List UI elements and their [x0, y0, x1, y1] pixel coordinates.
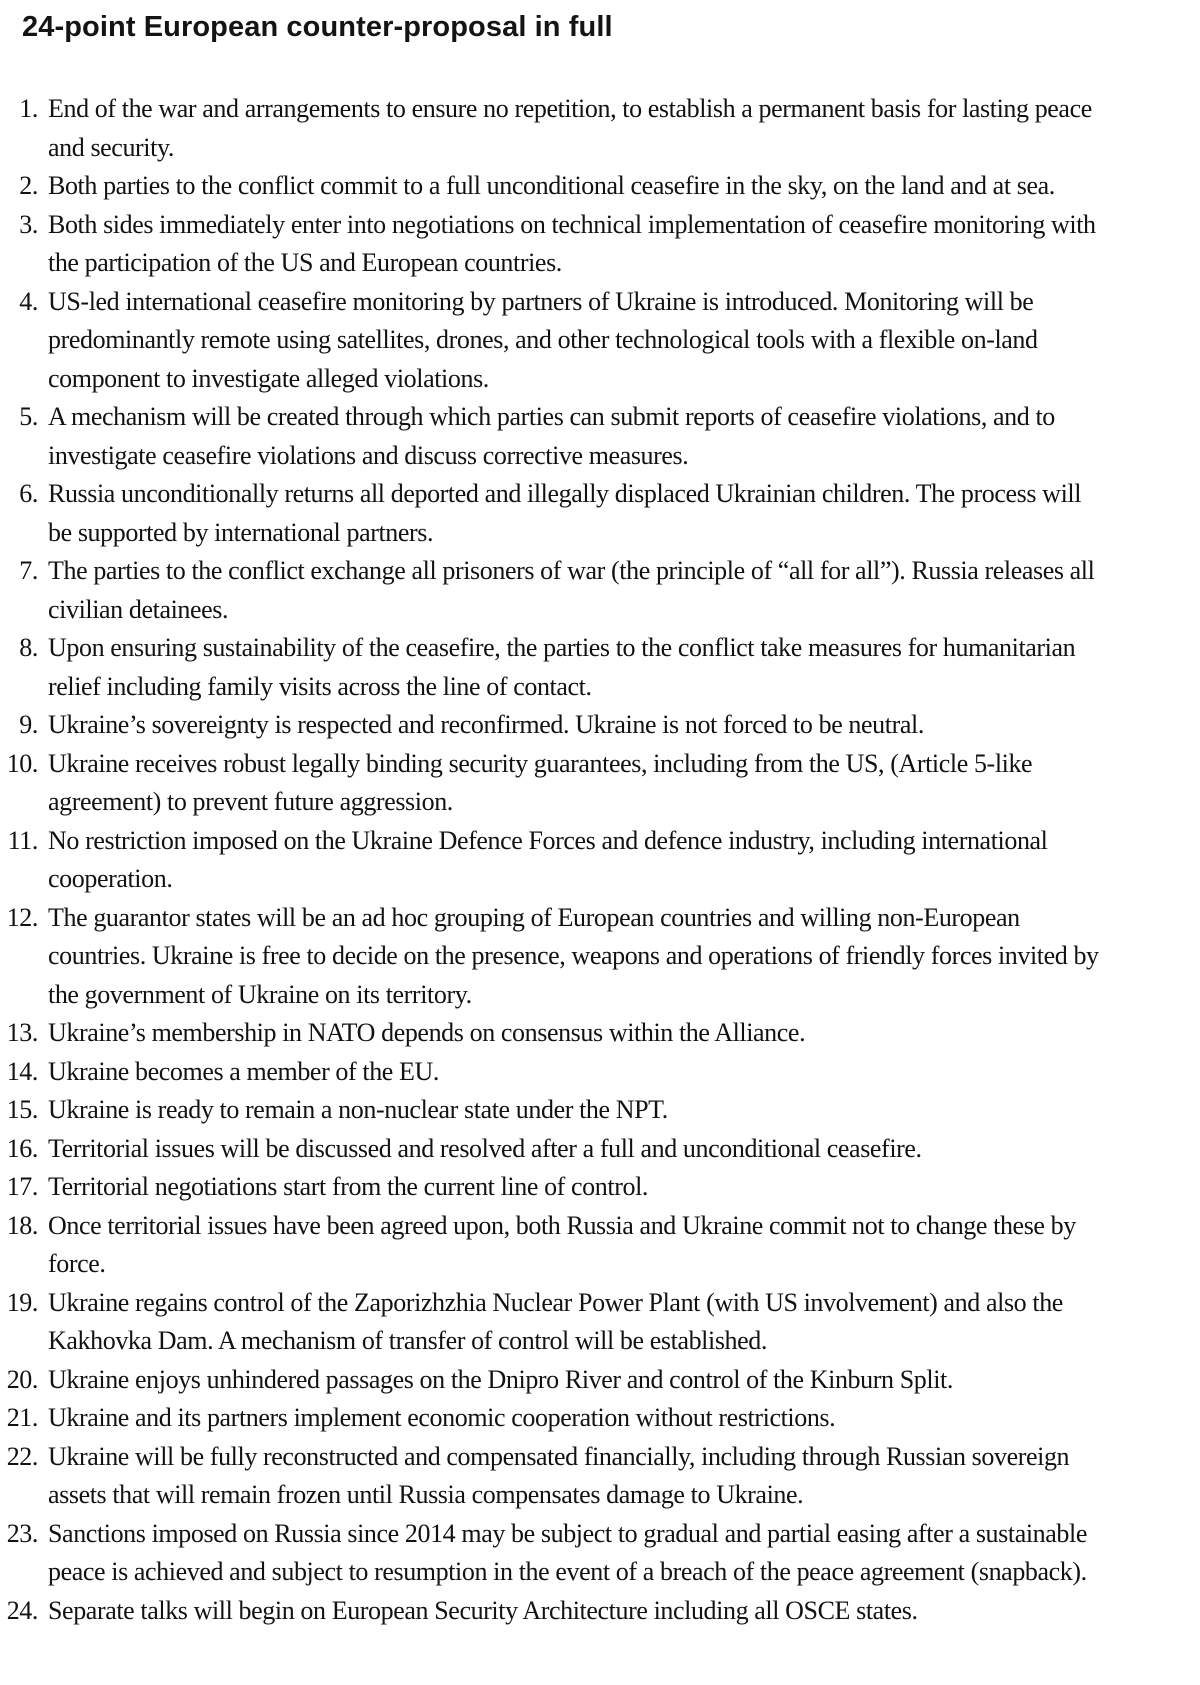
point-number: 17. [6, 1172, 38, 1201]
proposal-point [0, 206, 1100, 283]
proposal-point [0, 1014, 1100, 1053]
proposal-point [0, 822, 1100, 899]
point-number: 4. [19, 286, 38, 316]
point-number: 24. [6, 1595, 38, 1625]
point-number: 1. [19, 94, 38, 123]
proposal-point [0, 1207, 1100, 1284]
point-number: 15. [6, 1095, 38, 1124]
page-title: 24-point European counter-proposal in full [22, 11, 613, 43]
proposal-point [0, 706, 1100, 745]
point-text: Both parties to the conflict commit to a full unconditional ceasefire in the sky, on the land and at sea. [48, 171, 1055, 200]
point-number: 13. [6, 1018, 38, 1047]
proposal-point [0, 90, 1100, 167]
point-number: 19. [6, 1287, 38, 1317]
point-text: Territorial negotiations start from the current line of control. [48, 1172, 648, 1201]
point-text: Ukraine becomes a member of the EU. [48, 1056, 440, 1086]
proposal-point [0, 1168, 1100, 1207]
point-text: Both sides immediately enter into negotiations on technical implementation of ceasefire monitoring with the participation of the US and European countries. [48, 209, 1096, 277]
point-text: Territorial issues will be discussed and resolved after a full and unconditional ceasefire. [48, 1133, 922, 1163]
proposal-point [0, 745, 1100, 822]
proposal-point [0, 1284, 1100, 1361]
proposal-point [0, 1515, 1100, 1592]
point-number: 11. [7, 825, 38, 855]
proposal-point [0, 1130, 1100, 1169]
proposal-point [0, 167, 1100, 206]
point-number: 9. [19, 710, 38, 739]
proposal-point [0, 1091, 1100, 1130]
point-text: Upon ensuring sustainability of the ceasefire, the parties to the conflict take measures for humanitarian relief including family visits across the line of contact. [48, 633, 1076, 701]
point-number: 3. [19, 209, 38, 239]
point-text: Ukraine’s sovereignty is respected and reconfirmed. Ukraine is not forced to be neutral. [48, 710, 924, 739]
point-number: 2. [19, 171, 38, 200]
point-number: 10. [6, 748, 38, 778]
proposal-points-list [0, 90, 1100, 1630]
point-number: 8. [19, 633, 38, 662]
point-text: End of the war and arrangements to ensure no repetition, to establish a permanent basis for lasting peace and security. [48, 94, 1092, 162]
point-text: Ukraine is ready to remain a non-nuclear state under the NPT. [48, 1095, 668, 1124]
point-text: Separate talks will begin on European Security Architecture including all OSCE states. [48, 1595, 918, 1625]
proposal-point [0, 899, 1100, 1015]
point-text: No restriction imposed on the Ukraine Defence Forces and defence industry, including international cooperation. [48, 825, 1048, 893]
point-number: 21. [6, 1403, 38, 1432]
point-text: US-led international ceasefire monitoring by partners of Ukraine is introduced. Monitoring will be predominantly remote using satellites, drones, and other technological tools with a flexible on-land component to investigate alleged violations. [48, 286, 1038, 393]
proposal-point [0, 475, 1100, 552]
point-text: Ukraine enjoys unhindered passages on the Dnipro River and control of the Kinburn Split. [48, 1364, 953, 1394]
point-text: Once territorial issues have been agreed upon, both Russia and Ukraine commit not to change these by force. [48, 1210, 1076, 1278]
point-text: Ukraine and its partners implement economic cooperation without restrictions. [48, 1403, 836, 1432]
proposal-point [0, 1399, 1100, 1438]
point-text: Ukraine regains control of the Zaporizhzhia Nuclear Power Plant (with US involvement) and also the Kakhovka Dam. A mechanism of transfer of control will be established. [48, 1287, 1063, 1355]
proposal-point [0, 398, 1100, 475]
point-number: 14. [6, 1056, 38, 1086]
point-text: The parties to the conflict exchange all prisoners of war (the principle of “all for all”). Russia releases all civilian detainees. [48, 556, 1095, 624]
proposal-point [0, 283, 1100, 399]
proposal-point [0, 629, 1100, 706]
point-text: The guarantor states will be an ad hoc grouping of European countries and willing non-European countries. Ukraine is free to decide on the presence, weapons and operations of friendly forces invited by the government of Ukraine on its territory. [48, 902, 1099, 1009]
point-number: 22. [6, 1441, 38, 1471]
proposal-point [0, 552, 1100, 629]
point-number: 12. [6, 902, 38, 932]
point-text: Russia unconditionally returns all deported and illegally displaced Ukrainian children. The process will be supported by international partners. [48, 479, 1082, 547]
point-number: 7. [19, 556, 38, 585]
point-number: 18. [6, 1210, 38, 1240]
point-text: Ukraine receives robust legally binding security guarantees, including from the US, (Article 5-like agreement) to prevent future aggression. [48, 748, 1033, 816]
proposal-point [0, 1592, 1100, 1631]
proposal-point [0, 1438, 1100, 1515]
point-number: 6. [19, 479, 38, 508]
proposal-point [0, 1053, 1100, 1092]
point-number: 16. [6, 1133, 38, 1163]
proposal-point [0, 1361, 1100, 1400]
point-text: Ukraine’s membership in NATO depends on consensus within the Alliance. [48, 1018, 806, 1047]
point-number: 5. [19, 402, 38, 431]
point-text: Ukraine will be fully reconstructed and compensated financially, including through Russian sovereign assets that will remain frozen until Russia compensates damage to Ukraine. [48, 1441, 1070, 1509]
point-number: 23. [6, 1518, 38, 1548]
point-text: A mechanism will be created through which parties can submit reports of ceasefire violations, and to investigate ceasefire violations and discuss corrective measures. [48, 402, 1055, 470]
point-text: Sanctions imposed on Russia since 2014 may be subject to gradual and partial easing after a sustainable peace is achieved and subject to resumption in the event of a breach of the peace agreement (snapback). [48, 1518, 1087, 1586]
point-number: 20. [6, 1364, 38, 1394]
